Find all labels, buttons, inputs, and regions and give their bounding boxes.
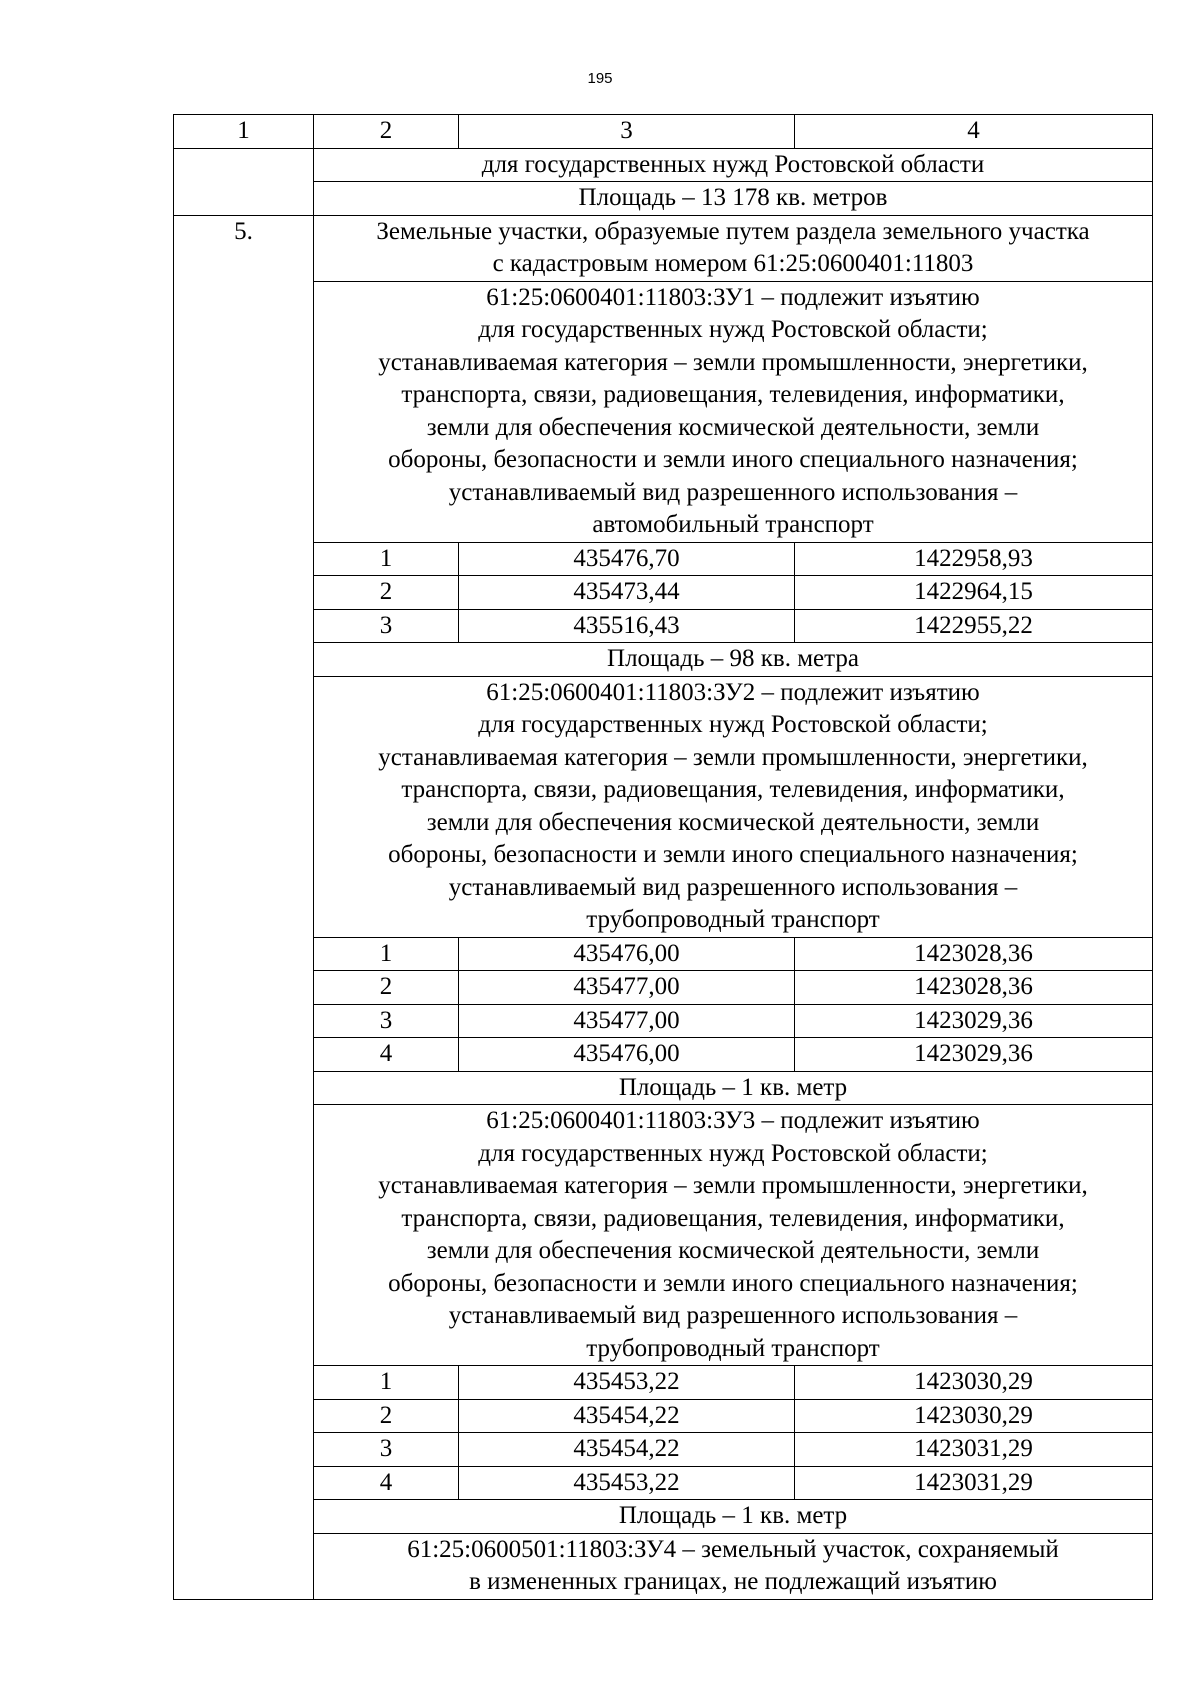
item-row [174, 215, 1153, 281]
coordinate-row [174, 576, 1153, 610]
coordinate-y: 1423029,36 [795, 1004, 1153, 1038]
plot-area: Площадь – 1 кв. метр [314, 1071, 1153, 1105]
plot-description-row [174, 1105, 1153, 1366]
coordinate-y: 1423031,29 [795, 1433, 1153, 1467]
plot-description-line: для государственных нужд Ростовской области; [478, 1139, 988, 1167]
coordinate-row [174, 542, 1153, 576]
plot-description-line: 61:25:0600401:11803:ЗУ1 – подлежит изъятию [486, 283, 980, 311]
coordinate-row [174, 971, 1153, 1005]
plot-description-line: устанавливаемый вид разрешенного использования – [448, 873, 1018, 901]
coordinate-x: 435473,44 [459, 576, 795, 610]
point-number: 4 [314, 1038, 459, 1072]
final-description-row [174, 1533, 1153, 1599]
point-number: 3 [314, 609, 459, 643]
coordinate-y: 1422964,15 [795, 576, 1153, 610]
coordinate-y: 1423028,36 [795, 937, 1153, 971]
plot-description-line: автомобильный транспорт [592, 511, 874, 538]
coordinate-row [174, 609, 1153, 643]
item-number: 5. [174, 215, 314, 1599]
coordinate-y: 1423028,36 [795, 971, 1153, 1005]
coordinates-table [173, 114, 1153, 1600]
header-row [174, 115, 1153, 149]
previous-area-row [174, 182, 1153, 216]
coordinate-y: 1423031,29 [795, 1466, 1153, 1500]
coordinate-x: 435476,00 [459, 1038, 795, 1072]
plot-area: Площадь – 98 кв. метра [314, 643, 1153, 677]
plot-area-row [174, 1071, 1153, 1105]
point-number: 2 [314, 576, 459, 610]
plot-description-line: устанавливаемый вид разрешенного использования – [448, 1302, 1018, 1329]
plot-description-line: трубопроводный транспорт [586, 1334, 880, 1362]
plot-description-line: трубопроводный транспорт [586, 906, 880, 933]
continuation-text: для государственных нужд Ростовской области [314, 148, 1153, 182]
coordinate-row [174, 1004, 1153, 1038]
coordinate-y: 1422958,93 [795, 542, 1153, 576]
plot-description-line: земли для обеспечения космической деятельности, земли [426, 413, 1040, 441]
plot-description-line: 61:25:0600401:11803:ЗУ3 – подлежит изъятию [486, 1107, 980, 1134]
plot-description-row [174, 676, 1153, 937]
point-number: 1 [314, 542, 459, 576]
previous-area: Площадь – 13 178 кв. метров [314, 182, 1153, 216]
coordinate-x: 435454,22 [459, 1433, 795, 1467]
coordinate-y: 1423030,29 [795, 1366, 1153, 1400]
coordinate-y: 1423030,29 [795, 1399, 1153, 1433]
coordinate-x: 435476,00 [459, 937, 795, 971]
plot-description-line: обороны, безопасности и земли иного специального назначения; [388, 1269, 1078, 1297]
point-number: 3 [314, 1004, 459, 1038]
header-col-2: 2 [314, 115, 459, 149]
point-number: 1 [314, 1366, 459, 1400]
final-description [314, 1533, 1153, 1599]
plot-description-line: устанавливаемый вид разрешенного использования – [448, 478, 1018, 506]
empty-number-cell [174, 148, 314, 215]
final-description-line: в измененных границах, не подлежащий изъятию [469, 1568, 997, 1595]
item-title-line-1: Земельные участки, образуемые путем раздела земельного участка [376, 217, 1090, 245]
point-number: 2 [314, 971, 459, 1005]
plot-description [314, 281, 1153, 542]
plot-description-line: 61:25:0600401:11803:ЗУ2 – подлежит изъятию [486, 678, 980, 706]
coordinate-row [174, 1466, 1153, 1500]
plot-description-line: транспорта, связи, радиовещания, телевидения, информатики, [401, 381, 1065, 408]
plot-description-line: для государственных нужд Ростовской области; [478, 711, 988, 738]
plot-description [314, 1105, 1153, 1366]
coordinate-row [174, 1366, 1153, 1400]
coordinate-x: 435453,22 [459, 1466, 795, 1500]
coordinate-row [174, 1399, 1153, 1433]
plot-description-line: транспорта, связи, радиовещания, телевидения, информатики, [401, 1204, 1065, 1232]
plot-area-row [174, 643, 1153, 677]
plot-description [314, 676, 1153, 937]
header-col-4: 4 [795, 115, 1153, 149]
plot-description-line: устанавливаемая категория – земли промышленности, энергетики, [378, 348, 1088, 376]
point-number: 2 [314, 1399, 459, 1433]
coordinate-x: 435454,22 [459, 1399, 795, 1433]
header-col-3: 3 [459, 115, 795, 149]
point-number: 1 [314, 937, 459, 971]
point-number: 4 [314, 1466, 459, 1500]
coordinate-y: 1422955,22 [795, 609, 1153, 643]
plot-description-line: устанавливаемая категория – земли промышленности, энергетики, [378, 1172, 1088, 1199]
coordinate-row [174, 937, 1153, 971]
plot-description-line: обороны, безопасности и земли иного специального назначения; [388, 841, 1078, 868]
coordinate-x: 435477,00 [459, 971, 795, 1005]
final-description-line: 61:25:0600501:11803:ЗУ4 – земельный участок, сохраняемый [407, 1535, 1059, 1563]
coordinate-row [174, 1433, 1153, 1467]
continuation-row [174, 148, 1153, 182]
plot-description-line: земли для обеспечения космической деятельности, земли [426, 808, 1040, 836]
item-title [314, 215, 1153, 281]
coordinate-row [174, 1038, 1153, 1072]
plot-description-line: обороны, безопасности и земли иного специального назначения; [388, 446, 1078, 473]
plot-area: Площадь – 1 кв. метр [314, 1500, 1153, 1534]
plot-description-line: устанавливаемая категория – земли промышленности, энергетики, [378, 743, 1088, 771]
plot-description-row [174, 281, 1153, 542]
point-number: 3 [314, 1433, 459, 1467]
coordinate-x: 435516,43 [459, 609, 795, 643]
page-number: 195 [587, 70, 613, 87]
coordinate-y: 1423029,36 [795, 1038, 1153, 1072]
plot-description-line: для государственных нужд Ростовской области; [478, 316, 988, 343]
coordinate-x: 435453,22 [459, 1366, 795, 1400]
coordinate-x: 435477,00 [459, 1004, 795, 1038]
header-col-1: 1 [174, 115, 314, 149]
coordinate-x: 435476,70 [459, 542, 795, 576]
plot-description-line: земли для обеспечения космической деятельности, земли [426, 1237, 1040, 1264]
plot-area-row [174, 1500, 1153, 1534]
plot-description-line: транспорта, связи, радиовещания, телевидения, информатики, [401, 776, 1065, 803]
item-title-line-2: с кадастровым номером 61:25:0600401:11803 [492, 250, 974, 277]
